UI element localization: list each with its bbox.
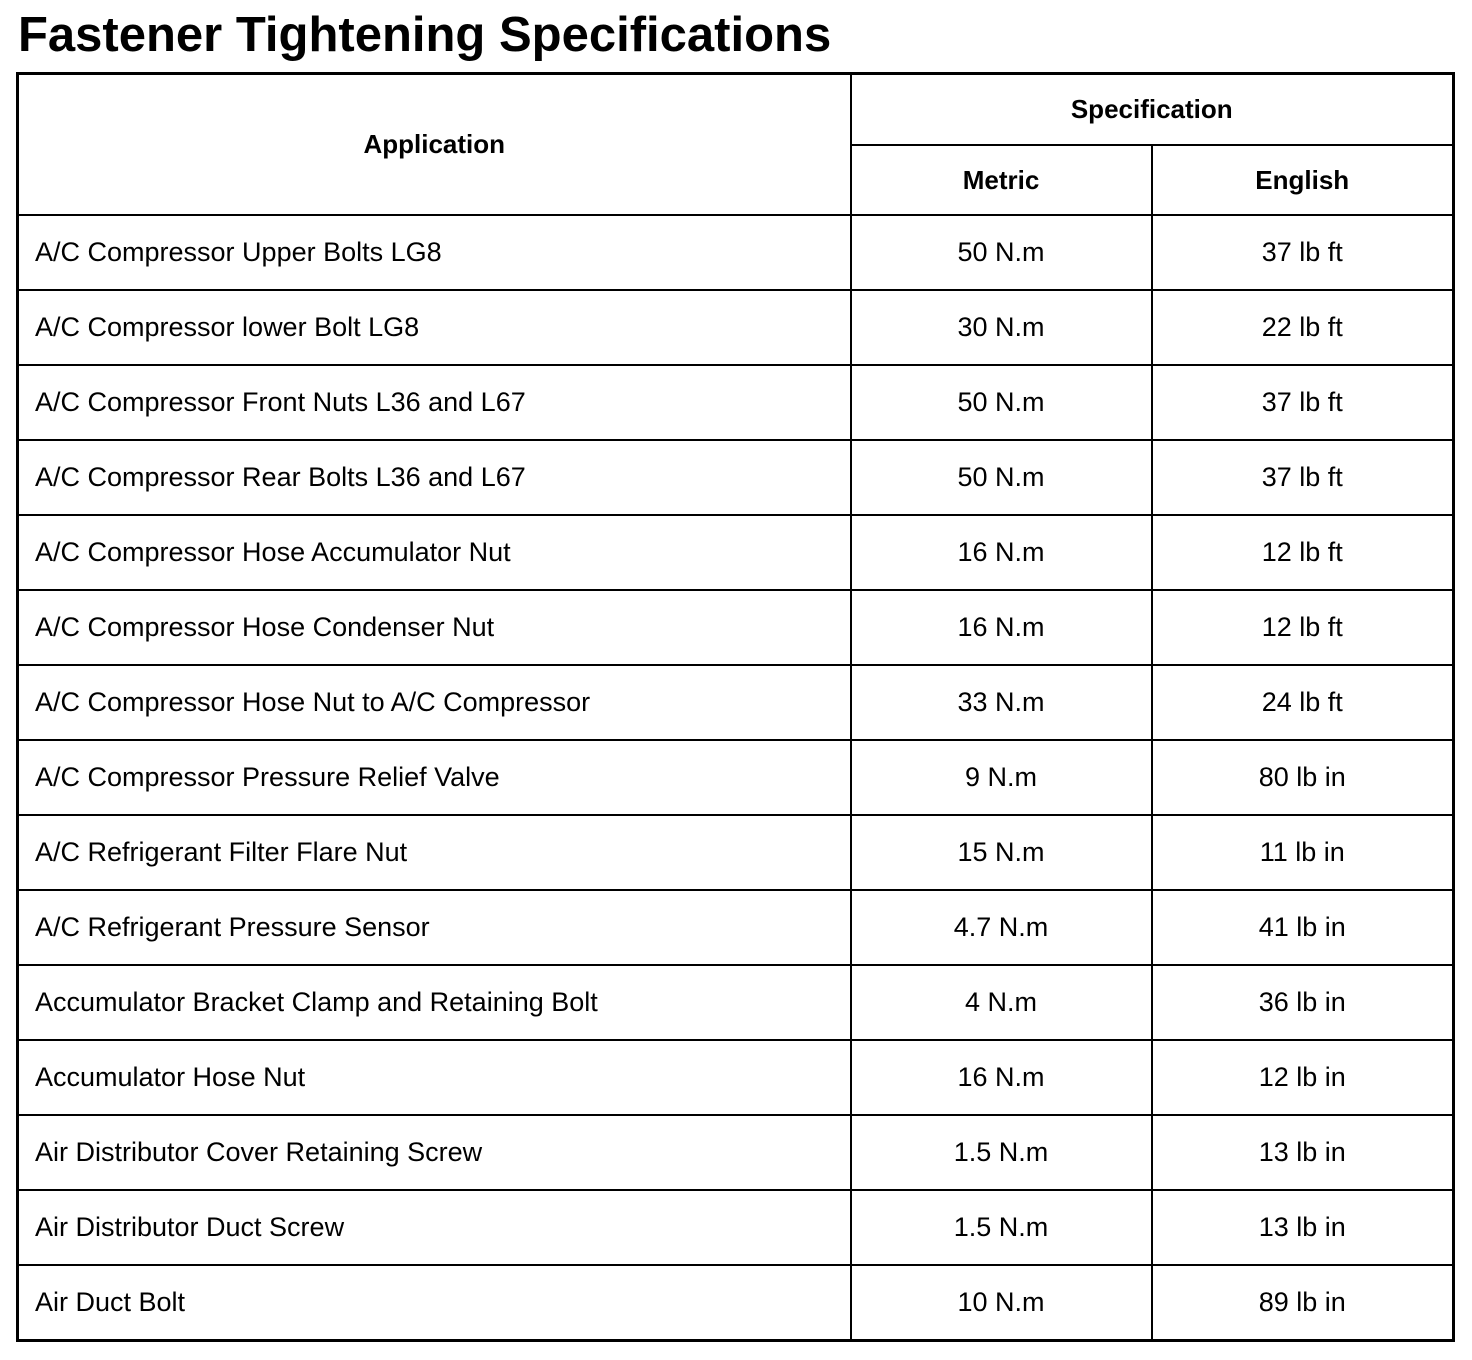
metric-cell: 1.5 N.m [851,1115,1152,1190]
metric-cell: 16 N.m [851,515,1152,590]
table-row [18,440,1454,515]
application-cell: A/C Refrigerant Filter Flare Nut [18,815,851,890]
table-row [18,290,1454,365]
application-cell: Air Distributor Cover Retaining Screw [18,1115,851,1190]
fastener-spec-table [16,72,1455,1342]
metric-cell: 50 N.m [851,440,1152,515]
english-cell: 13 lb in [1152,1190,1454,1265]
table-row [18,1115,1454,1190]
application-cell: A/C Compressor Pressure Relief Valve [18,740,851,815]
application-cell: A/C Refrigerant Pressure Sensor [18,890,851,965]
metric-cell: 30 N.m [851,290,1152,365]
english-cell: 13 lb in [1152,1115,1454,1190]
application-cell: Accumulator Bracket Clamp and Retaining Bolt [18,965,851,1040]
metric-cell: 16 N.m [851,590,1152,665]
english-cell: 12 lb ft [1152,515,1454,590]
metric-cell: 9 N.m [851,740,1152,815]
application-cell: Accumulator Hose Nut [18,1040,851,1115]
application-cell: A/C Compressor Upper Bolts LG8 [18,215,851,290]
table-row [18,515,1454,590]
column-header-english: English [1152,145,1454,215]
metric-cell: 50 N.m [851,215,1152,290]
english-cell: 80 lb in [1152,740,1454,815]
table-row [18,215,1454,290]
application-cell: A/C Compressor Hose Accumulator Nut [18,515,851,590]
metric-cell: 1.5 N.m [851,1190,1152,1265]
english-cell: 41 lb in [1152,890,1454,965]
table-row [18,365,1454,440]
application-cell: A/C Compressor lower Bolt LG8 [18,290,851,365]
english-cell: 37 lb ft [1152,440,1454,515]
page-title: Fastener Tightening Specifications [18,8,832,62]
application-cell: Air Duct Bolt [18,1265,851,1341]
application-cell: Air Distributor Duct Screw [18,1190,851,1265]
table-row [18,1190,1454,1265]
application-cell: A/C Compressor Front Nuts L36 and L67 [18,365,851,440]
english-cell: 24 lb ft [1152,665,1454,740]
english-cell: 12 lb ft [1152,590,1454,665]
metric-cell: 33 N.m [851,665,1152,740]
table-row [18,740,1454,815]
metric-cell: 15 N.m [851,815,1152,890]
column-header-metric: Metric [851,145,1152,215]
english-cell: 89 lb in [1152,1265,1454,1341]
table-row [18,890,1454,965]
application-cell: A/C Compressor Hose Nut to A/C Compressor [18,665,851,740]
table-row [18,815,1454,890]
english-cell: 11 lb in [1152,815,1454,890]
table-row [18,965,1454,1040]
table-row [18,665,1454,740]
metric-cell: 16 N.m [851,1040,1152,1115]
english-cell: 12 lb in [1152,1040,1454,1115]
table-row [18,1265,1454,1341]
english-cell: 36 lb in [1152,965,1454,1040]
metric-cell: 4.7 N.m [851,890,1152,965]
application-cell: A/C Compressor Hose Condenser Nut [18,590,851,665]
metric-cell: 4 N.m [851,965,1152,1040]
metric-cell: 50 N.m [851,365,1152,440]
column-header-specification: Specification [851,74,1454,146]
english-cell: 37 lb ft [1152,215,1454,290]
metric-cell: 10 N.m [851,1265,1152,1341]
application-cell: A/C Compressor Rear Bolts L36 and L67 [18,440,851,515]
table-row [18,590,1454,665]
english-cell: 37 lb ft [1152,365,1454,440]
column-header-application: Application [18,74,851,216]
table-row [18,1040,1454,1115]
english-cell: 22 lb ft [1152,290,1454,365]
